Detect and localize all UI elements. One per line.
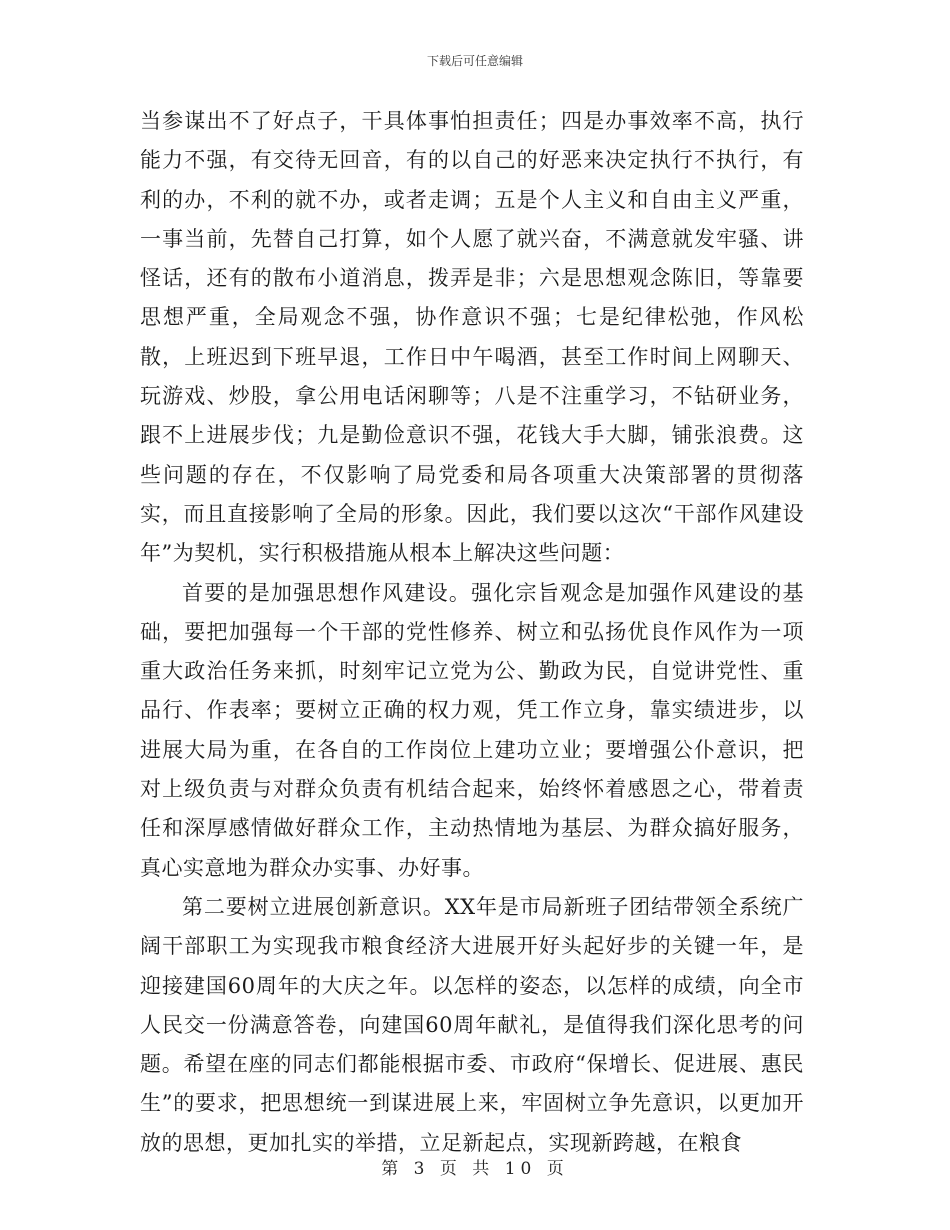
paragraph-innovation: 第二要树立进展创新意识。XX年是市局新班子团结带领全系统广阔干部职工为实现我市粮食经济大进展开好头起好步的关键一年，是迎接建国60周年的大庆之年。以怎样的姿态，以怎样的成绩，向全市人民交一份满意答卷，向建国60周年献礼，是值得我们深化思考的问题。希望在座的同志们都能根据市委、市政府“保增长、促进展、惠民生”的要求，把思想统一到谋进展上来，牢固树立争先意识，以更加开放的思想，更加扎实的举措，立足新起点，实现新跨越，在粮食: [140, 894, 804, 1155]
page-header-note: 下载后可任意编辑: [426, 54, 523, 68]
page-number-footer: 第 3 页 共 10 页: [381, 1159, 569, 1179]
paragraph-ideology: 首要的是加强思想作风建设。强化宗旨观念是加强作风建设的基础，要把加强每一个干部的党性修养、树立和弘扬优良作风作为一项重大政治任务来抓，时刻牢记立党为公、勤政为民，自觉讲党性、重品行、作表率；要树立正确的权力观，凭工作立身，靠实绩进步，以进展大局为重，在各自的工作岗位上建功立业；要增强公仆意识，把对上级负责与对群众负责有机结合起来，始终怀着感恩之心，带着责任和深厚感情做好群众工作，主动热情地为基层、为群众搞好服务，真心实意地为群众办实事、办好事。: [140, 580, 804, 880]
paragraph-continued: 当参谋出不了好点子，干具体事怕担责任；四是办事效率不高，执行能力不强，有交待无回音，有的以自己的好恶来决定执行不执行，有利的办，不利的就不办，或者走调；五是个人主义和自由主义严重，一事当前，先替自己打算，如个人愿了就兴奋，不满意就发牢骚、讲怪话，还有的散布小道消息，拨弄是非；六是思想观念陈旧，等靠要思想严重，全局观念不强，协作意识不强；七是纪律松弛，作风松散，上班迟到下班早退，工作日中午喝酒，甚至工作时间上网聊天、玩游戏、炒股，拿公用电话闲聊等；八是不注重学习，不钻研业务，跟不上进展步伐；九是勤俭意识不强，花钱大手大脚，铺张浪费。这些问题的存在，不仅影响了局党委和局各项重大决策部署的贯彻落实，而且直接影响了全局的形象。因此，我们要以这次“干部作风建设年”为契机，实行积极措施从根本上解决这些问题：: [140, 109, 804, 566]
document-body: [140, 102, 804, 1163]
